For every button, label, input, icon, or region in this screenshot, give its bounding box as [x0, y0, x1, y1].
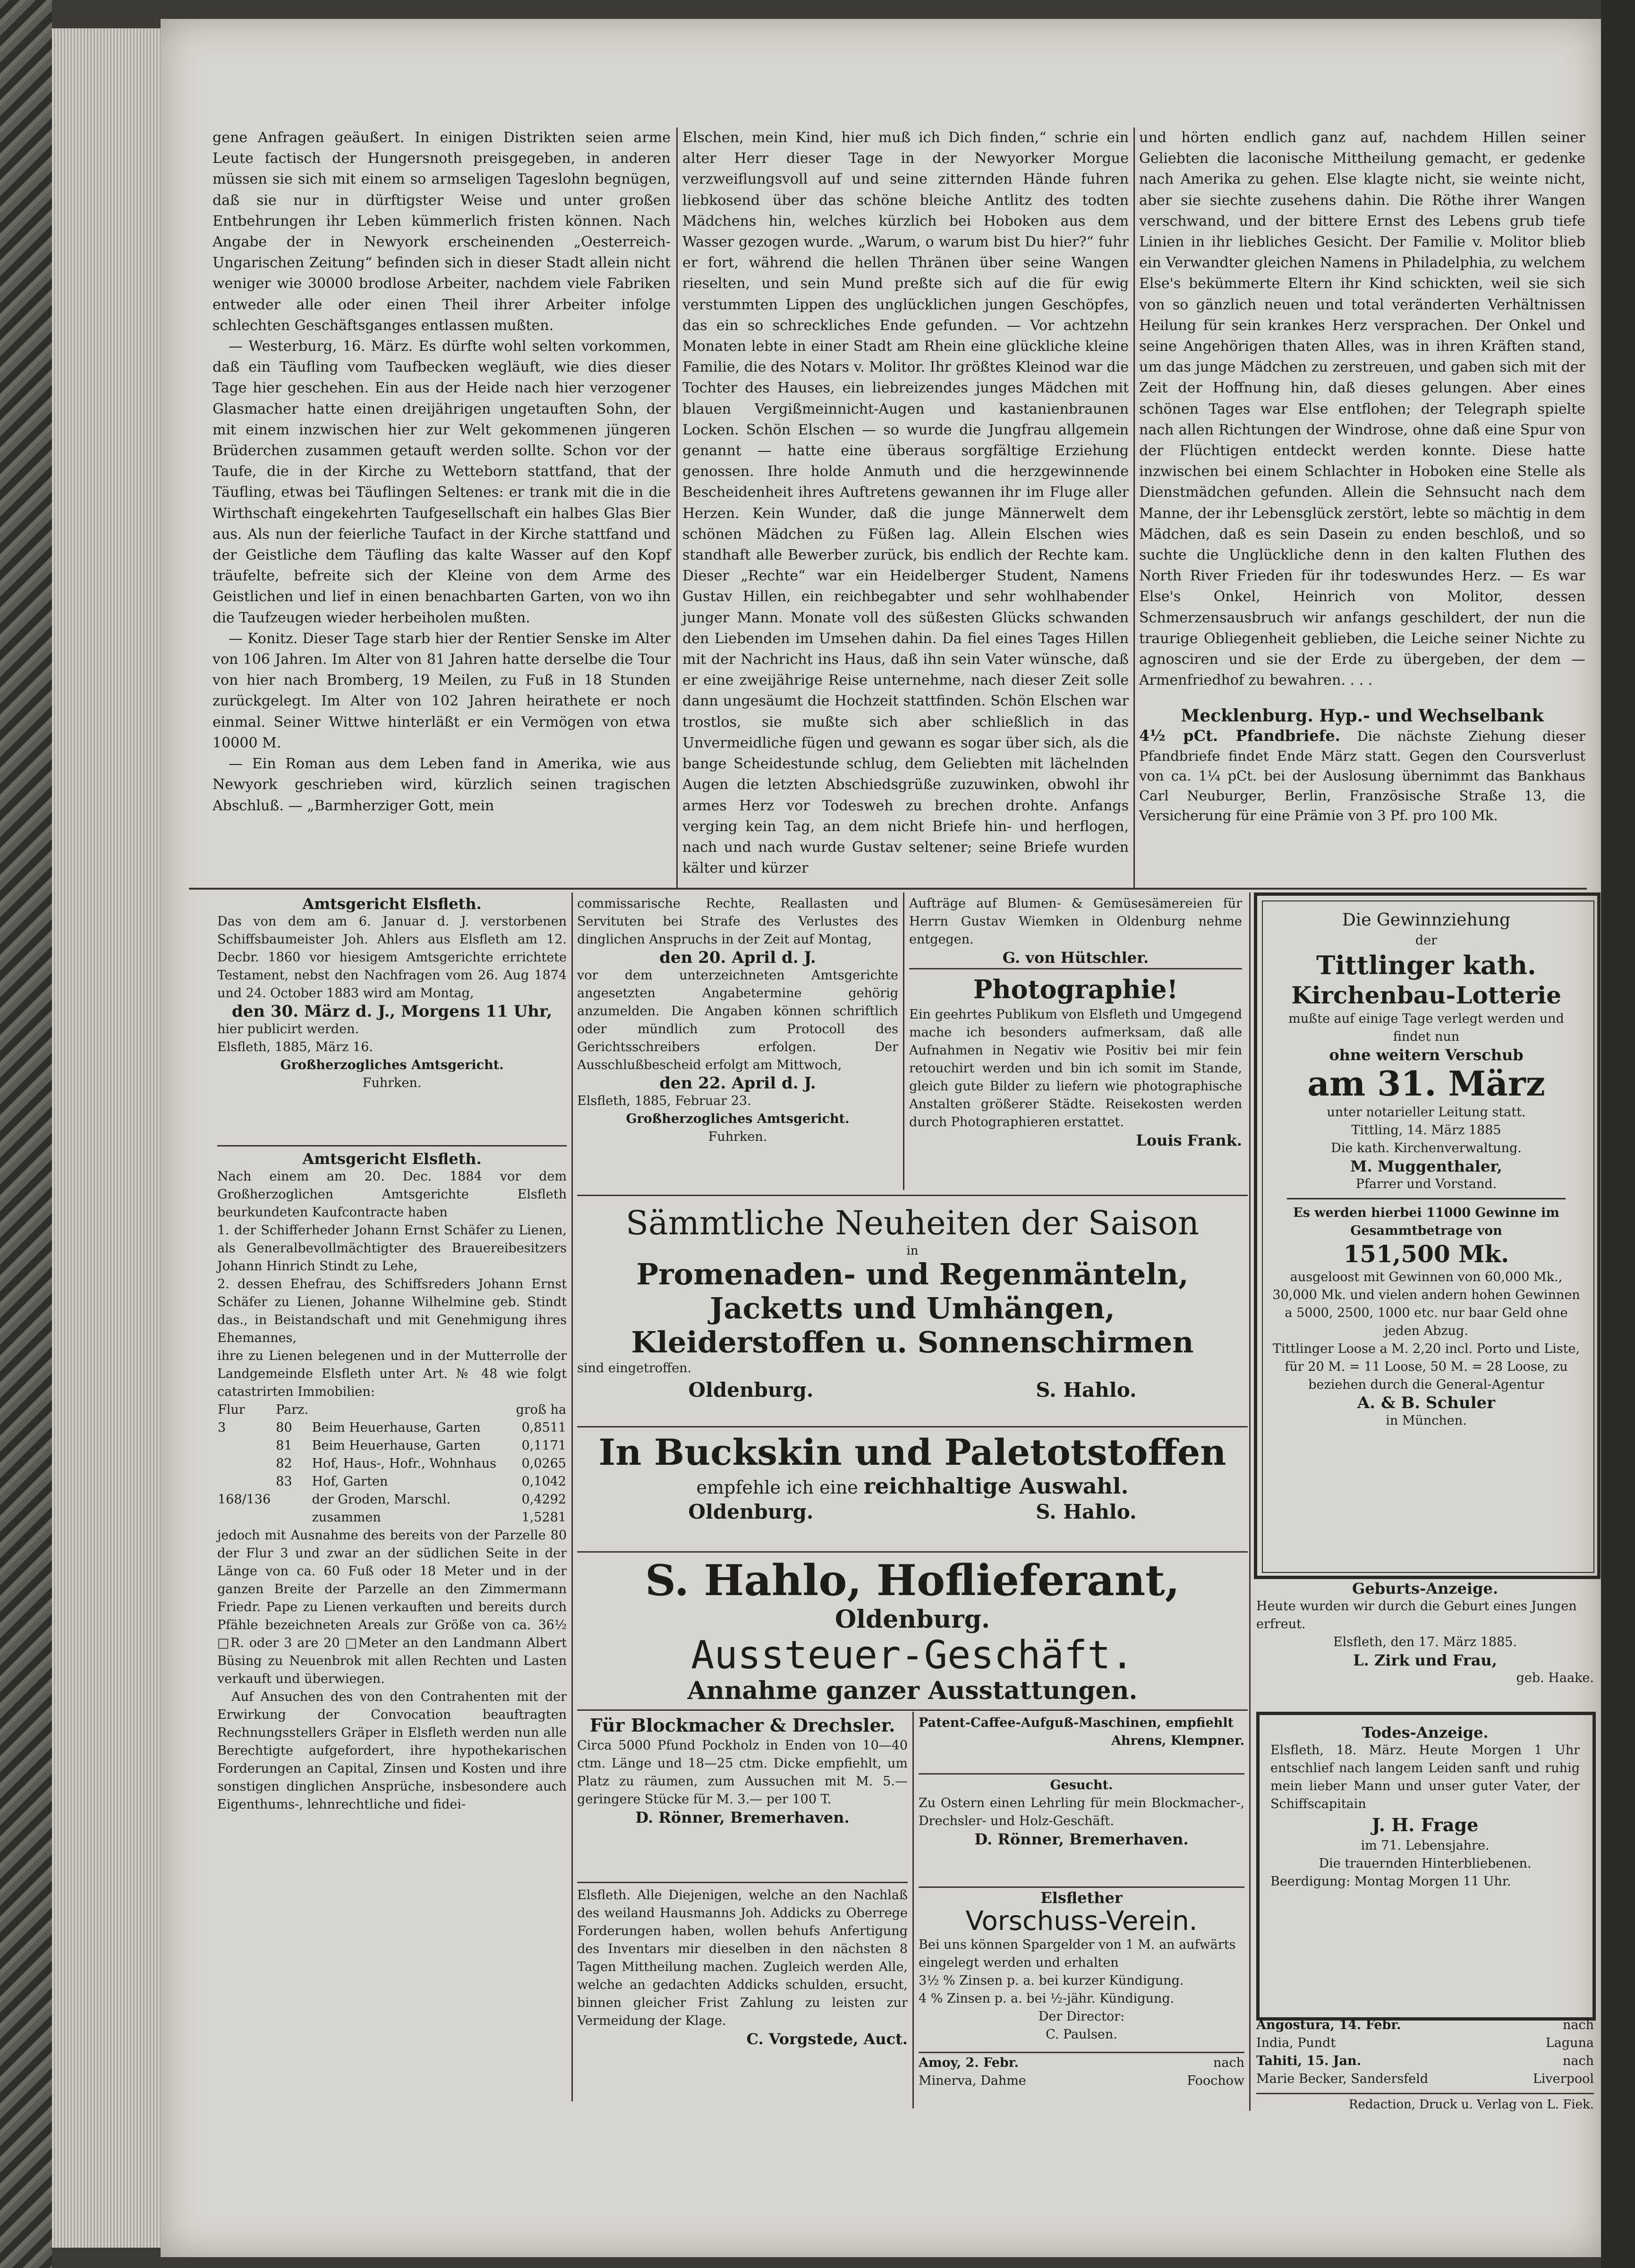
ad-text: Es werden hierbei 11000 Gewinne im Gesammtbetrage von	[1293, 1206, 1559, 1238]
ad-text: Der Director:	[1038, 2009, 1125, 2024]
ad-rule	[577, 1882, 908, 1883]
gesucht-ad	[919, 1776, 1244, 1885]
column-rule	[903, 892, 904, 1190]
ad-text: ohne weitern Verschub	[1329, 1046, 1524, 1064]
ad-text: ausgeloost mit Gewinnen von 60,000 Mk., 30,000 Mk. und vielen andern hohen Gewinnen a 5000, 2500, 1000 etc. nur baar Geld ohne jeden Abzug.	[1272, 1270, 1580, 1338]
notice-text: Auf Ansuchen des von den Contrahenten mit der Erwirkung der Convocation beauftragten Rechnungsstellers Gräper in Elsfleth werden nun alle Berechtigte aufgefordert, ihre hypothekarischen Forderungen an Capital, Zinsen und Kosten und ihre sonstigen dinglichen Ansprüche, insbesondere auch Eigenthums-, lehnrechtliche und fidei-	[217, 1690, 567, 1812]
ad-rule	[919, 1886, 1244, 1888]
notice-date: den 22. April d. J.	[659, 1074, 816, 1093]
ship-entry: nach	[1563, 2054, 1594, 2068]
ad-city: Oldenburg.	[688, 1500, 814, 1523]
table-cell: 168/136	[218, 1492, 271, 1507]
bank-title: Mecklenburg. Hyp.- und Wechselbank	[1181, 706, 1544, 726]
table-cell: 83	[276, 1474, 292, 1489]
ad-headline: Kirchenbau-Lotterie	[1291, 981, 1561, 1009]
notice-place: Elsfleth, 1885, Februar 23.	[577, 1094, 751, 1108]
notice-date: den 20. April d. J.	[659, 948, 816, 967]
ad-rule	[919, 2052, 1244, 2053]
blockmacher-ad	[577, 1714, 908, 1879]
notice-name: Fuhrken.	[362, 1076, 422, 1090]
ship-news-right	[1256, 2016, 1594, 2092]
bank-text: Die nächste Ziehung dieser Pfandbriefe findet Ende März statt. Gegen den Coursverlust von ca. 1¼ pCt. bei der Auslosung übernimmt das Bankhaus Carl Neuburger, Berlin, Französische Straße 13, die Versicherung für eine Prämie von 3 Pf. pro 100 Mk.	[1139, 728, 1586, 824]
ad-signature: L. Zirk und Frau,	[1353, 1651, 1497, 1669]
table-header-cell: Flur	[218, 1402, 245, 1417]
table-row	[217, 1419, 567, 1437]
ad-rule	[577, 1709, 1248, 1711]
article-paragraph: — Konitz. Dieser Tage starb hier der Rentier Senske im Alter von 106 Jahren. Im Alter von 81 Jahren hatte derselbe die Tour von hier nach Bromberg, 19 Meilen, zu Fuß in 18 Stunden zurückgelegt. Im Alter von 102 Jahren heirathete er noch einmal. Seiner Wittwe hinterläßt er ein Vermögen von etwa 10000 M.	[213, 630, 671, 751]
notice-text: jedoch mit Ausnahme des bereits von der Parzelle 80 der Flur 3 und zwar an der südlichen Seite in der Länge von ca. 60 Fuß oder 18 Meter und in der ganzen Breite der Parzelle an den Zimmermann Friedr. Pape zu Lienen verkauften und bereits durch Pfähle bezeichneten Areals zur Größe von ca. 36½ □R. oder 3 are 20 □Meter an den Landmann Albert Büsing zu Neuenbrok mit allen Rechten und Lasten verkauft und überwiegen.	[217, 1528, 567, 1686]
ship-entry: Laguna	[1545, 2036, 1594, 2050]
amtsgericht-notice-2	[217, 1150, 567, 2113]
table-row	[217, 1509, 567, 1527]
ad-text: der	[1415, 933, 1438, 948]
ad-firm: S. Hahlo.	[1036, 1378, 1137, 1402]
ad-text: geb. Haake.	[1516, 1671, 1594, 1685]
ship-entry: Marie Becker, Sandersfeld	[1256, 2072, 1429, 2086]
page-edges	[52, 28, 161, 2248]
ad-heading: Todes-Anzeige.	[1362, 1724, 1489, 1741]
article-paragraph: gene Anfragen geäußert. In einigen Distrikten seien arme Leute factisch der Hungersnoth preisgegeben, in anderen müssen sie sich mit einem so armseligen Tageslohn begnügen, daß sie nur in dürftigster Weise und unter großen Entbehrungen ihr Leben kümmerlich fristen können. Nach Angabe der in Newyork erscheinenden „Oesterreich-Ungarischen Zeitung“ befinden sich in dieser Stadt allein nicht weniger wie 30000 brodlose Arbeiter, nachdem viele Fabriken entweder alle oder einen Theil ihrer Arbeiter infolge schlechten Geschäftsganges entlassen mußten.	[213, 129, 671, 334]
table-cell: 0,1171	[521, 1438, 566, 1453]
notice-text: Das von dem am 6. Januar d. J. verstorbenen Schiffsbaumeister Joh. Ahlers aus Elsfleth am 12. Decbr. 1860 vor hiesigem Amtsgerichte errichtete Testament, nebst den Nachfragen vom 26. Aug 1874 und 24. October 1883 wird am Montag,	[217, 914, 567, 1001]
ad-heading: Elsflether	[1040, 1889, 1123, 1907]
ad-headline: Oldenburg.	[835, 1605, 990, 1634]
ad-headline: Aussteuer-Geschäft.	[691, 1633, 1134, 1678]
lotterie-ad	[1268, 909, 1584, 1565]
table-cell: zusammen	[312, 1510, 381, 1525]
ad-text: in München.	[1386, 1413, 1467, 1428]
ad-headline: In Buckskin und Paletotstoffen	[598, 1431, 1226, 1473]
ad-rule	[577, 1426, 1248, 1427]
scan-background	[1601, 0, 1635, 2268]
ad-text: Beerdigung: Montag Morgen 11 Uhr.	[1270, 1874, 1511, 1889]
ship-entry: Foochow	[1187, 2073, 1244, 2088]
table-cell: der Groden, Marschl.	[312, 1492, 451, 1507]
table-cell: 0,8511	[521, 1420, 566, 1435]
ship-entry: Amoy, 2. Febr.	[919, 2056, 1019, 2070]
ad-text: unter notarieller Leitung statt.	[1327, 1105, 1526, 1120]
ad-name: J. H. Frage	[1371, 1814, 1479, 1835]
table-cell: 82	[276, 1456, 292, 1471]
table-row	[217, 1473, 567, 1491]
section-rule	[189, 888, 1587, 890]
table-header-cell: Parz.	[276, 1402, 308, 1417]
notice-text: Elsfleth. Alle Diejenigen, welche an den Nachlaß des weiland Hausmanns Joh. Addicks zu Oberrege Forderungen haben, wollen behufs Anfertigung des Inventars mir dieselben in den nächsten 8 Tagen Mittheilung machen. Zugleich werden Alle, welche an gedachten Addicks schulden, ersucht, binnen gleicher Frist Zahlung zu leisten zur Vermeidung der Klage.	[577, 1888, 908, 2028]
table-cell: 80	[276, 1420, 292, 1435]
photographie-ad	[909, 973, 1242, 1190]
ad-signature: Louis Frank.	[1136, 1131, 1242, 1149]
ad-text: sind eingetroffen.	[577, 1361, 692, 1376]
ad-heading: Gesucht.	[1050, 1778, 1113, 1792]
ship-entry: Angostura, 14. Febr.	[1256, 2018, 1401, 2032]
buckskin-ad	[577, 1431, 1248, 1549]
notice-heading: Amtsgericht Elsfleth.	[302, 1150, 482, 1168]
table-cell: Beim Heuerhause, Garten	[312, 1438, 481, 1453]
ship-entry: Tahiti, 15. Jan.	[1256, 2054, 1362, 2068]
ad-signature: M. Muggenthaler,	[1350, 1157, 1502, 1175]
ship-entry: Minerva, Dahme	[919, 2073, 1026, 2088]
todes-anzeige	[1270, 1724, 1580, 2007]
ad-headline: Sämmtliche Neuheiten der Saison	[625, 1204, 1200, 1242]
ad-headline: Kleiderstoffen u. Sonnenschirmen	[631, 1325, 1194, 1359]
table-row	[217, 1437, 567, 1455]
ad-signature: D. Rönner, Bremerhaven.	[635, 1809, 850, 1826]
article-column-2	[682, 127, 1129, 877]
notice-date: den 30. März d. J., Morgens 11 Uhr,	[231, 1002, 553, 1021]
notice-place: Elsfleth, 1885, März 16.	[217, 1040, 373, 1054]
ad-text: Tittlinger Loose a M. 2,20 incl. Porto und Liste, für 20 M. = 11 Loose, 50 M. = 28 Loose, zu beziehen durch die General-Agentur	[1272, 1342, 1580, 1392]
ad-text: Ein geehrtes Publikum von Elsfleth und Umgegend mache ich besonders aufmerksam, daß alle Aufnahmen in Negativ wie Positiv bei mir fein retouchirt werden und bin ich somit im Stande, gleich gute Bilder zu liefern wie photographische Anstalten größerer Städte. Reisekosten werden durch Photographieren erstattet.	[909, 1007, 1242, 1130]
ad-rate: 4 % Zinsen p. a. bei ½-jähr. Kündigung.	[919, 1991, 1175, 2006]
ad-rule	[577, 1551, 1248, 1553]
ad-headline: 151,500 Mk.	[1343, 1240, 1509, 1268]
column-rule	[676, 127, 678, 888]
ad-rule	[577, 1195, 1248, 1196]
ad-text: Zu Ostern einen Lehrling für mein Blockmacher-, Drechsler- und Holz-Geschäft.	[919, 1796, 1244, 1828]
ship-entry: nach	[1213, 2056, 1244, 2070]
notice-text: commissarische Rechte, Reallasten und Servituten bei Strafe des Verlustes des dinglichen Anspruchs in der Zeit auf Montag,	[577, 896, 898, 947]
ad-text: empfehle ich eine	[696, 1477, 858, 1498]
vorschuss-verein-ad	[919, 1889, 1244, 2049]
parcel-table	[217, 1401, 567, 1527]
table-row	[217, 1455, 567, 1473]
ad-heading: Photographie!	[973, 974, 1178, 1004]
ad-text: Tittling, 14. März 1885	[1351, 1123, 1501, 1138]
amtsgericht-notice-1	[217, 895, 567, 1140]
ad-signature: C. Paulsen.	[1046, 2027, 1117, 2042]
ad-text: Circa 5000 Pfund Pockholz in Enden von 10—40 ctm. Länge und 18—25 ctm. Dicke empfiehlt, um Platz zu räumen, zum Aussuchen mit M. 5.— geringere Stücke für M. 3.— per 100 T.	[577, 1738, 908, 1807]
table-cell: 0,1042	[521, 1474, 566, 1489]
column-rule	[912, 1712, 914, 2108]
ad-headline: S. Hahlo, Hoflieferant,	[645, 1555, 1180, 1605]
ad-headline: Vorschuss-Verein.	[965, 1906, 1198, 1937]
ship-entry: India, Pundt	[1256, 2036, 1336, 2050]
bank-notice	[1139, 706, 1585, 876]
caffee-ad	[919, 1714, 1244, 1771]
imprint: Redaction, Druck u. Verlag von L. Fiek.	[1348, 2098, 1594, 2112]
table-row	[217, 1491, 567, 1509]
notice-text: vor dem unterzeichneten Amtsgerichte angesetzten Angabetermine gehörig anzumelden. Die Angaben können schriftlich oder mündlich zum Protocoll des Gerichtsschreibers erfolgen. Der Ausschlußbescheid erfolgt am Mittwoch,	[577, 968, 898, 1072]
notice-signature: C. Vorgstede, Auct.	[746, 2030, 908, 2048]
ad-rule	[919, 1773, 1244, 1775]
ad-text: Die kath. Kirchenverwaltung.	[1331, 1141, 1522, 1155]
table-cell: 1,5281	[521, 1510, 566, 1525]
ship-entry: Liverpool	[1533, 2072, 1594, 2086]
ship-news-left	[919, 2054, 1244, 2106]
article-column-3	[1139, 127, 1585, 689]
ad-text: reichhaltige Auswahl.	[863, 1473, 1129, 1499]
notice-text: ihre zu Lienen belegenen und in der Mutterrolle der Landgemeinde Elsfleth unter Art. № 48 wie folgt catastrirten Immobilien:	[217, 1349, 567, 1399]
ad-text: in	[906, 1244, 919, 1258]
ad-text: Bei uns können Spargelder von 1 M. an aufwärts eingelegt werden und erhalten	[919, 1937, 1236, 1970]
table-cell: Hof, Garten	[312, 1474, 388, 1489]
table-cell: 3	[218, 1420, 226, 1435]
column-rule	[1249, 892, 1251, 2111]
notice-item: 2. dessen Ehefrau, des Schiffsreders Johann Ernst Schäfer zu Lienen, Johanne Wilhelmine geb. Stindt das., in Beistandschaft und mit Genehmigung ihres Ehemannes,	[217, 1277, 567, 1345]
ad-rule	[909, 968, 1242, 969]
table-cell: Hof, Haus-, Hofr., Wohnhaus	[312, 1456, 496, 1471]
ad-text: Die trauernden Hinterbliebenen.	[1319, 1856, 1532, 1871]
ad-text: Die Gewinnziehung	[1342, 910, 1511, 930]
notice-text: Nach einem am 20. Dec. 1884 vor dem Großherzoglichen Amtsgerichte Elsfleth beurkundeten Kaufcontracte haben	[217, 1169, 567, 1220]
notice-item: 1. der Schifferheder Johann Ernst Schäfer zu Lienen, als Generalbevollmächtigter des Brauereibesitzers Johann Hinrich Stindt zu Lehe,	[217, 1223, 567, 1274]
table-cell	[275, 1509, 311, 1527]
table-header-cell	[312, 1401, 511, 1419]
ad-rule	[1256, 2093, 1594, 2094]
ad-text: Elsfleth, 18. März. Heute Morgen 1 Uhr entschlief nach langem Leiden sanft und ruhig mein lieber Mann und unser guter Vater, der Schiffscapitain	[1270, 1743, 1580, 1811]
notice-heading: Amtsgericht Elsfleth.	[302, 895, 482, 913]
ad-rate: 3½ % Zinsen p. a. bei kurzer Kündigung.	[919, 1973, 1184, 1988]
article-paragraph: Elschen, mein Kind, hier muß ich Dich finden,“ schrie ein alter Herr dieser Tage in der Newyorker Morgue verzweiflungsvoll auf und seine zitternden Hände fuhren liebkosend über das schöne bleiche Antlitz des todten Mädchens hin, welches kürzlich bei Hoboken aus dem Wasser gezogen wurde. „Warum, o warum bist Du hier?“ fuhr er fort, während die hellen Thränen über seine Wangen rieselten, und sein Mund preßte sich auf die für ewig verstummten Lippen des unglücklichen jungen Geschöpfes, das ein so schreckliches Ende gefunden. — Vor achtzehn Monaten lebte in einer Stadt am Rhein eine glückliche kleine Familie, die des Notars v. Molitor. Ihr größtes Kleinod war die Tochter des Hauses, ein liebreizendes junges Mädchen mit blauen Vergißmeinnicht-Augen und kastanienbraunen Locken. Schön Elschen — so wurde die Jungfrau allgemein genannt — hatte eine überaus sorgfältige Erziehung genossen. Ihre holde Anmuth und die herzgewinnende Bescheidenheit ihres Auftretens gewannen ihr im Fluge aller Herzen. Kein Wunder, daß die junge Männerwelt dem schönen Mädchen zu Füßen lag. Allein Elschen wies standhaft alle Bewerber zurück, bis endlich der Rechte kam. Dieser „Rechte“ war ein Heidelberger Student, Namens Gustav Hillen, ein reichbegabter und sehr wohlhabender junger Mann. Monate voll des süßesten Glücks schwanden den Liebenden im Umsehen dahin. Da fiel eines Tages Hillen mit der Nachricht ins Haus, daß ihn sein Vater wünsche, daß er eine zweijährige Reise unternehme, nach dieser Zeit solle dann ungesäumt die Hochzeit stattfinden. Schön Elschen war trostlos, sie mußte sich aber schließlich in das Unvermeidliche fügen und gewann es sogar über sich, als die bange Scheidestunde schlug, dem Geliebten mit lächelnden Augen die letzten Abschiedsgrüße zuzuwinken, obwohl ihr armes Herz vor Todesweh zu brechen drohte. Anfangs verging kein Tag, an dem nicht Briefe hin- und herflogen, nach und nach wurde Gustav seltener; seine Briefe wurden kälter und kürzer	[682, 129, 1129, 877]
notice-text: hier publicirt werden.	[217, 1022, 359, 1036]
table-cell: 0,0265	[521, 1456, 566, 1471]
neuheiten-ad	[577, 1202, 1248, 1424]
article-paragraph: und hörten endlich ganz auf, nachdem Hillen seiner Geliebten die laconische Mittheilung gemacht, er gedenke nach Amerika zu gehen. Else klagte nicht, sie weinte nicht, aber sie siechte zusehens dahin. Die Röthe ihrer Wangen verschwand, und der bittere Ernst des Lebens grub tiefe Linien in ihr liebliches Gesicht. Der Familie v. Molitor blieb ein Verwandter gleichen Namens in Philadelphia, zu welchem Else's bekümmerte Eltern ihr Kind schickten, weil sie sich von so gänzlich neuen und total veränderten Verhältnissen Heilung für sein krankes Herz versprachen. Der Onkel und seine Angehörigen thaten Alles, was in ihren Kräften stand, um das junge Mädchen zu zerstreuen, und gaben sich mit der Zeit der Hoffnung hin, daß dieses gelungen. Aber eines schönen Tages war Else entflohen; der Telegraph spielte nach allen Richtungen der Windrose, ohne daß eine Spur von der Flüchtigen entdeckt werden konnte. Diese hatte inzwischen bei einem Schlachter in Hoboken eine Stelle als Dienstmädchen gefunden. Allein die Sehnsucht nach dem Manne, der ihr Lebensglück zerstört, lebte so mächtig in dem Mädchen, daß es sein Dasein zu enden beschloß, und so suchte die Unglückliche denn in den kalten Fluthen des North River Frieden für ihr todeswundes Herz. — Es war Else's Onkel, Heinrich von Molitor, dessen Schmerzensausbruch wir anfangs geschildert, der nun die traurige Obliegenheit geblieben, die Leiche seiner Nichte zu agnosciren und sie der Erde zu übergeben, der dem — Armenfriedhof zu bewahren. . . .	[1139, 129, 1585, 689]
table-cell	[275, 1491, 311, 1509]
ad-text: Aufträge auf Blumen- & Gemüsesämereien für Herrn Gustav Wiemken in Oldenburg nehme entgegen.	[909, 896, 1242, 947]
table-header-row	[217, 1401, 567, 1419]
table-cell: Beim Heuerhause, Garten	[312, 1420, 481, 1435]
ad-headline: Tittlinger kath.	[1316, 950, 1536, 980]
ad-city: Oldenburg.	[688, 1378, 814, 1402]
ad-divider	[1287, 1198, 1566, 1199]
ad-headline: Annahme ganzer Ausstattungen.	[687, 1676, 1138, 1705]
hoflieferant-ad	[577, 1556, 1248, 1707]
table-header-cell: groß ha	[516, 1402, 566, 1417]
table-cell	[217, 1455, 275, 1473]
ad-signature: D. Rönner, Bremerhaven.	[974, 1830, 1189, 1848]
ad-heading: Geburts-Anzeige.	[1352, 1580, 1498, 1597]
geburts-anzeige	[1256, 1580, 1594, 1698]
ad-signature: Ahrens, Klempner.	[1111, 1733, 1244, 1748]
ad-text: Heute wurden wir durch die Geburt eines Jungen erfreut.	[1256, 1599, 1577, 1631]
table-cell: 81	[276, 1438, 292, 1453]
ad-signature: G. von Hütschler.	[1002, 949, 1149, 967]
ad-rule	[217, 1145, 567, 1147]
wiemken-ad	[909, 895, 1242, 966]
table-cell: 0,4292	[521, 1492, 566, 1507]
ad-text: im 71. Lebensjahre.	[1361, 1838, 1490, 1853]
addicks-notice	[577, 1886, 908, 2108]
amtsgericht-notice-1-continued	[577, 895, 898, 1192]
table-cell	[217, 1473, 275, 1491]
ad-text: mußte auf einige Tage verlegt werden und findet nun	[1288, 1011, 1564, 1044]
ad-place: Elsfleth, den 17. März 1885.	[1333, 1635, 1517, 1649]
notice-name: Fuhrken.	[708, 1130, 767, 1144]
table-cell	[217, 1509, 275, 1527]
column-rule	[1133, 127, 1135, 888]
ship-entry: nach	[1563, 2018, 1594, 2032]
ad-signature: A. & B. Schuler	[1357, 1393, 1496, 1412]
notice-signature: Großherzogliches Amtsgericht.	[626, 1112, 850, 1126]
book-binding	[0, 0, 52, 2268]
bank-subtitle: 4½ pCt. Pfandbriefe.	[1139, 727, 1340, 745]
ad-headline: Jacketts und Umhängen,	[710, 1291, 1115, 1325]
column-rule	[571, 892, 573, 2101]
ad-text: Patent-Caffee-Aufguß-Maschinen, empfiehlt	[919, 1716, 1234, 1730]
article-paragraph: — Ein Roman aus dem Leben fand in Amerika, wie aus Newyork geschrieben wird, kürzlich seinen tragischen Abschluß. — „Barmherziger Gott, mein	[213, 756, 671, 814]
ad-text: Pfarrer und Vorstand.	[1355, 1177, 1497, 1191]
article-column-1	[213, 127, 671, 864]
article-paragraph: — Westerburg, 16. März. Es dürfte wohl selten vorkommen, daß ein Täufling vom Taufbecken wegläuft, wie dies dieser Tage hier geschehen. Ein aus der Heide nach hier verzogener Glasmacher hatte einen dreijährigen ungetauften Sohn, der mit einem inzwischen hier zur Welt gekommenen jüngeren Brüderchen zusammen getauft werden sollte. Schon vor der Taufe, die in der Kirche zu Wetteborn stattfand, that der Täufling, etwas bei Täuflingen Seltenes: er trank mit die in die Wirthschaft eingekehrten Taufgesellschaft ein halbes Glas Bier aus. Als nun der feierliche Taufact in der Kirche stattfand und der Geistliche dem Täufling das kalte Wasser auf den Kopf träufelte, befreite sich der Kleine von dem Arme des Geistlichen und lief in einen benachbarten Garten, von wo ihn die Taufzeugen wieder herbeiholen mußten.	[213, 338, 671, 626]
ad-headline: am 31. März	[1307, 1063, 1545, 1104]
ad-headline: Promenaden- und Regenmänteln,	[636, 1257, 1189, 1291]
notice-signature: Großherzogliches Amtsgericht.	[280, 1058, 504, 1072]
ad-firm: S. Hahlo.	[1036, 1500, 1137, 1523]
ad-heading: Für Blockmacher & Drechsler.	[589, 1715, 895, 1736]
table-cell	[217, 1437, 275, 1455]
